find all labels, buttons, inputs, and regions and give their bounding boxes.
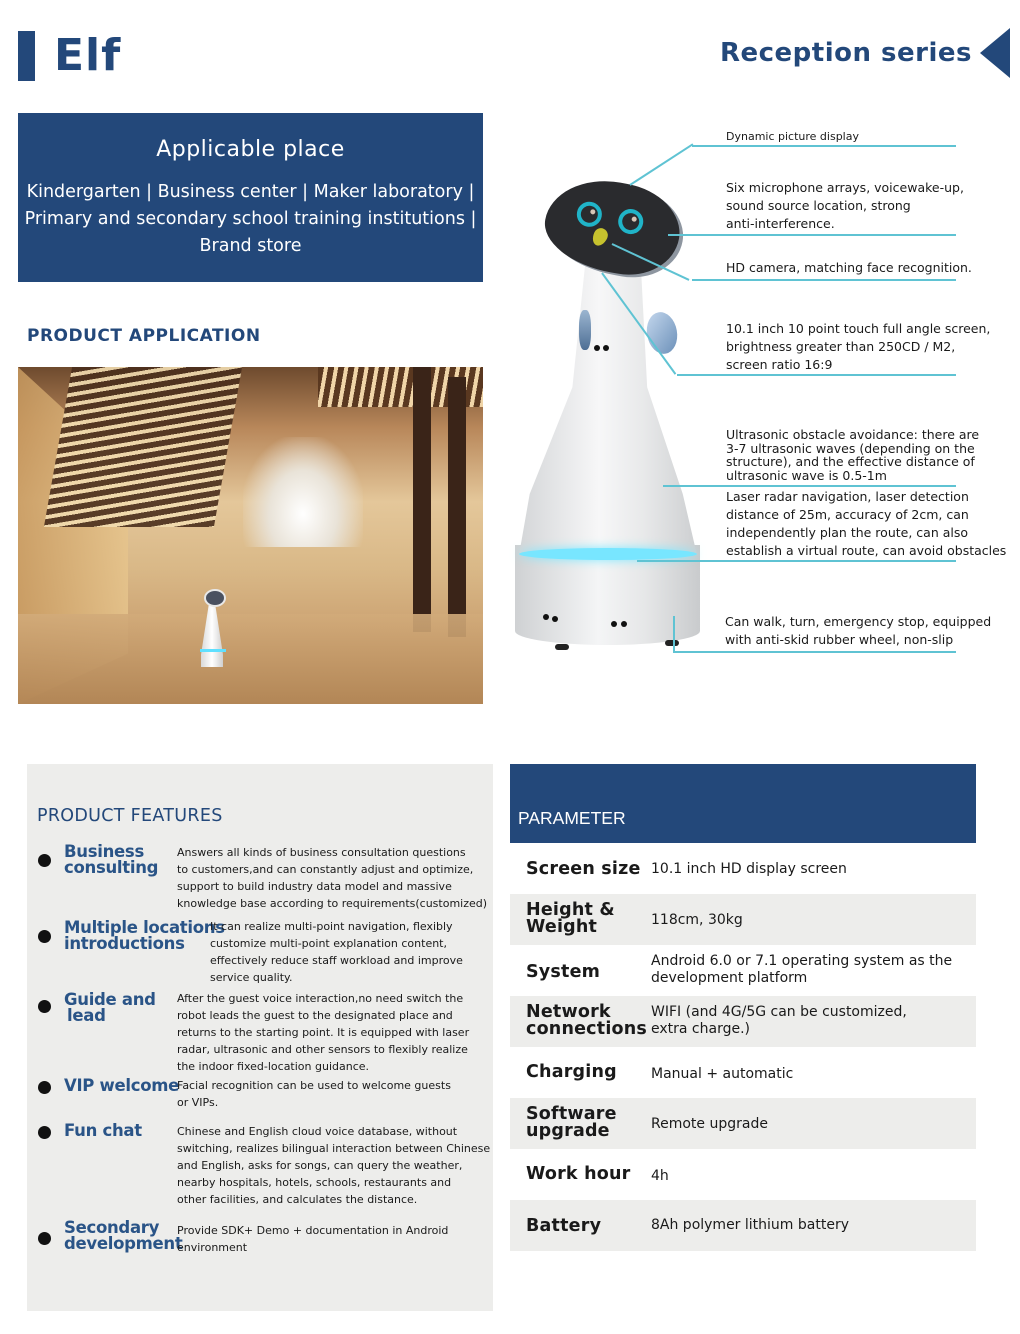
feature-desc-line: environment xyxy=(177,1241,248,1254)
feature-name-line: consulting xyxy=(64,858,159,877)
parameter-value: 4h xyxy=(651,1168,669,1184)
applicable-place-panel xyxy=(18,113,483,282)
callout-line xyxy=(663,485,956,487)
feature-name xyxy=(64,844,158,876)
product-features-title: PRODUCT FEATURES xyxy=(37,806,223,826)
feature-desc xyxy=(177,844,487,912)
parameter-row xyxy=(510,1047,976,1098)
callout-dynamic-display: Dynamic picture display xyxy=(726,130,859,143)
feature-desc-line: switching, realizes bilingual interaction between Chinese xyxy=(177,1142,491,1155)
feature-desc-line: support to build industry data model and massive xyxy=(177,880,452,893)
feature-desc-line: It can realize multi-point navigation, flexibly xyxy=(210,920,453,933)
chandelier xyxy=(243,437,363,547)
parameter-label: System xyxy=(526,962,601,982)
robot-wheel xyxy=(665,640,679,646)
callout-line-text: 10.1 inch 10 point touch full angle screen, xyxy=(726,321,991,336)
parameter-label: Work hour xyxy=(526,1164,631,1184)
feature-name-line: lead xyxy=(67,1006,106,1025)
feature-desc-line: After the guest voice interaction,no need switch the xyxy=(177,992,464,1005)
feature-name: VIP welcome xyxy=(64,1076,180,1095)
feature-desc-line: returns to the starting point. It is equipped with laser xyxy=(177,1026,470,1039)
callout-line-text: independently plan the route, can also xyxy=(726,525,969,540)
callout-line-text: with anti-skid rubber wheel, non-slip xyxy=(725,632,954,647)
lobby-photo xyxy=(18,367,483,704)
parameter-row xyxy=(510,1149,976,1200)
product-title: Elf xyxy=(54,30,122,81)
parameter-row xyxy=(510,945,976,996)
bullet-icon xyxy=(38,930,51,943)
callout-line xyxy=(637,560,956,562)
parameter-value xyxy=(651,1004,907,1038)
callout-line xyxy=(673,616,675,653)
parameter-value-line: Android 6.0 or 7.1 operating system as the xyxy=(651,953,953,969)
feature-desc-line: the indoor fixed-location guidance. xyxy=(177,1060,370,1073)
parameter-label xyxy=(526,902,615,936)
feature-desc-line: Chinese and English cloud voice database, without xyxy=(177,1125,458,1138)
parameter-value-line: extra charge.) xyxy=(651,1021,750,1037)
lobby-ceiling xyxy=(44,367,242,527)
feature-desc xyxy=(177,1222,448,1256)
feature-name-line: development xyxy=(64,1234,183,1253)
places-line: Primary and secondary school training institutions | xyxy=(24,209,477,229)
parameter-value: 8Ah polymer lithium battery xyxy=(651,1217,849,1233)
parameter-label-line: upgrade xyxy=(526,1121,610,1141)
parameter-label-line: Software xyxy=(526,1104,617,1124)
sensor-dot xyxy=(603,345,609,351)
feature-desc-line: nearby hospitals, hotels, schools, restaurants and xyxy=(177,1176,452,1189)
feature-desc xyxy=(177,1123,490,1208)
feature-name-line: introductions xyxy=(64,934,185,953)
series-label: Reception series xyxy=(719,38,972,68)
robot-image xyxy=(505,170,705,655)
callout-line-text: distance of 25m, accuracy of 2cm, can xyxy=(726,507,969,522)
feature-desc-line: or VIPs. xyxy=(177,1096,219,1109)
callout-wheels xyxy=(725,613,991,649)
parameter-value xyxy=(651,953,952,987)
feature-name-line: Guide and xyxy=(64,990,156,1009)
robot-wheel xyxy=(555,644,569,650)
robot-arm xyxy=(579,310,591,350)
callout-line-text: establish a virtual route, can avoid obstacles xyxy=(726,543,1007,558)
feature-desc-line: Provide SDK+ Demo + documentation in Android xyxy=(177,1224,449,1237)
callout-line-text: structure), and the effective distance of xyxy=(726,454,975,469)
parameter-value: Manual + automatic xyxy=(651,1066,794,1082)
places-line: Brand store xyxy=(199,236,302,256)
bullet-icon xyxy=(38,854,51,867)
feature-desc xyxy=(177,1077,451,1111)
parameter-label-line: Network xyxy=(526,1002,611,1022)
parameter-title: PARAMETER xyxy=(510,764,976,843)
feature-desc xyxy=(177,990,469,1075)
robot-eye xyxy=(616,207,645,236)
pillar xyxy=(413,367,431,632)
robot-arm xyxy=(644,310,681,357)
feature-desc-line: robot leads the guest to the designated place and xyxy=(177,1009,453,1022)
callout-camera: HD camera, matching face recognition. xyxy=(726,260,972,275)
bullet-icon xyxy=(38,1232,51,1245)
feature-name xyxy=(64,1220,182,1252)
callout-line-text: screen ratio 16:9 xyxy=(726,357,833,372)
feature-desc-line: knowledge base according to requirements(customized) xyxy=(177,897,488,910)
feature-name xyxy=(64,920,225,952)
feature-desc xyxy=(210,918,463,986)
feature-desc-line: and English, asks for songs, can query the weather, xyxy=(177,1159,463,1172)
feature-desc-line: Facial recognition can be used to welcome guests xyxy=(177,1079,451,1092)
sensor-dot xyxy=(621,621,627,627)
parameter-row xyxy=(510,1200,976,1251)
pillar xyxy=(448,377,466,637)
parameter-row xyxy=(510,894,976,945)
feature-desc-line: effectively reduce staff workload and improve xyxy=(210,954,463,967)
callout-line-text: Ultrasonic obstacle avoidance: there are xyxy=(726,427,980,442)
sensor-dot xyxy=(611,621,617,627)
callout-line-text: ultrasonic wave is 0.5-1m xyxy=(726,467,887,483)
feature-desc-line: radar, ultrasonic and other sensors to flexibly realize xyxy=(177,1043,468,1056)
parameter-label: Charging xyxy=(526,1062,617,1082)
parameter-label-line: Weight xyxy=(526,917,598,937)
feature-name-line: Multiple locations xyxy=(64,918,225,937)
applicable-place-title: Applicable place xyxy=(156,137,345,162)
parameter-label-line: connections xyxy=(526,1019,648,1039)
sensor-dot xyxy=(552,616,558,622)
bullet-icon xyxy=(38,1081,51,1094)
sensor-dot xyxy=(594,345,600,351)
robot-body xyxy=(519,250,697,555)
parameter-label-line: Height & xyxy=(526,900,615,920)
parameter-value-line: WIFI (and 4G/5G can be customized, xyxy=(651,1004,907,1020)
feature-name-line: Secondary xyxy=(64,1218,160,1237)
callout-line-text: Can walk, turn, emergency stop, equipped xyxy=(725,614,992,629)
lobby-floor xyxy=(18,614,483,704)
callout-line xyxy=(675,651,956,653)
bullet-icon xyxy=(38,1000,51,1013)
product-features-panel xyxy=(27,764,493,1311)
callout-line xyxy=(692,279,956,281)
parameter-row xyxy=(510,843,976,894)
parameter-label: Screen size xyxy=(526,859,641,879)
title-accent-bar xyxy=(18,31,35,81)
feature-name: Fun chat xyxy=(64,1121,142,1140)
series-arrow-icon xyxy=(980,28,1010,78)
robot-light-ring xyxy=(519,548,697,560)
parameter-label: Battery xyxy=(526,1216,602,1236)
callout-line-text: Six microphone arrays, voicewake-up, xyxy=(726,180,964,195)
parameter-value: Remote upgrade xyxy=(651,1116,768,1132)
robot-in-lobby xyxy=(198,589,228,667)
parameter-row xyxy=(510,996,976,1047)
callout-line-text: brightness greater than 250CD / M2, xyxy=(726,339,956,354)
callout-line xyxy=(668,234,956,236)
sensor-dot xyxy=(543,614,549,620)
callout-ultrasonic xyxy=(726,428,979,482)
feature-desc-line: customize multi-point explanation content, xyxy=(210,937,447,950)
callout-line xyxy=(677,374,956,376)
parameter-table xyxy=(510,764,976,1251)
feature-desc-line: Answers all kinds of business consultation questions xyxy=(177,846,466,859)
callout-line-text: 3-7 ultrasonic waves (depending on the xyxy=(726,440,975,456)
applicable-place-list xyxy=(18,179,483,260)
parameter-value: 10.1 inch HD display screen xyxy=(651,861,847,877)
parameter-label xyxy=(526,1106,617,1140)
feature-desc-line: service quality. xyxy=(210,971,293,984)
robot-eye xyxy=(575,200,604,229)
product-application-title: PRODUCT APPLICATION xyxy=(27,326,261,346)
parameter-value: 118cm, 30kg xyxy=(651,912,743,928)
parameter-value-line: development platform xyxy=(651,970,808,986)
callout-line-text: Laser radar navigation, laser detection xyxy=(726,489,969,504)
robot-screen-face xyxy=(538,171,687,283)
feature-desc-line: to customers,and can constantly adjust and optimize, xyxy=(177,863,474,876)
places-line: Kindergarten | Business center | Maker laboratory | xyxy=(26,182,475,202)
parameter-label xyxy=(526,1004,647,1038)
feature-desc-line: other facilities, and calculates the distance. xyxy=(177,1193,418,1206)
callout-laser-radar xyxy=(726,488,1006,560)
bullet-icon xyxy=(38,1126,51,1139)
feature-name xyxy=(64,992,156,1024)
callout-microphones xyxy=(726,179,964,233)
callout-line-text: anti-interference. xyxy=(726,216,835,231)
parameter-row xyxy=(510,1098,976,1149)
feature-name-line: Business xyxy=(64,842,144,861)
callout-line-text: sound source location, strong xyxy=(726,198,911,213)
callout-screen xyxy=(726,320,990,374)
